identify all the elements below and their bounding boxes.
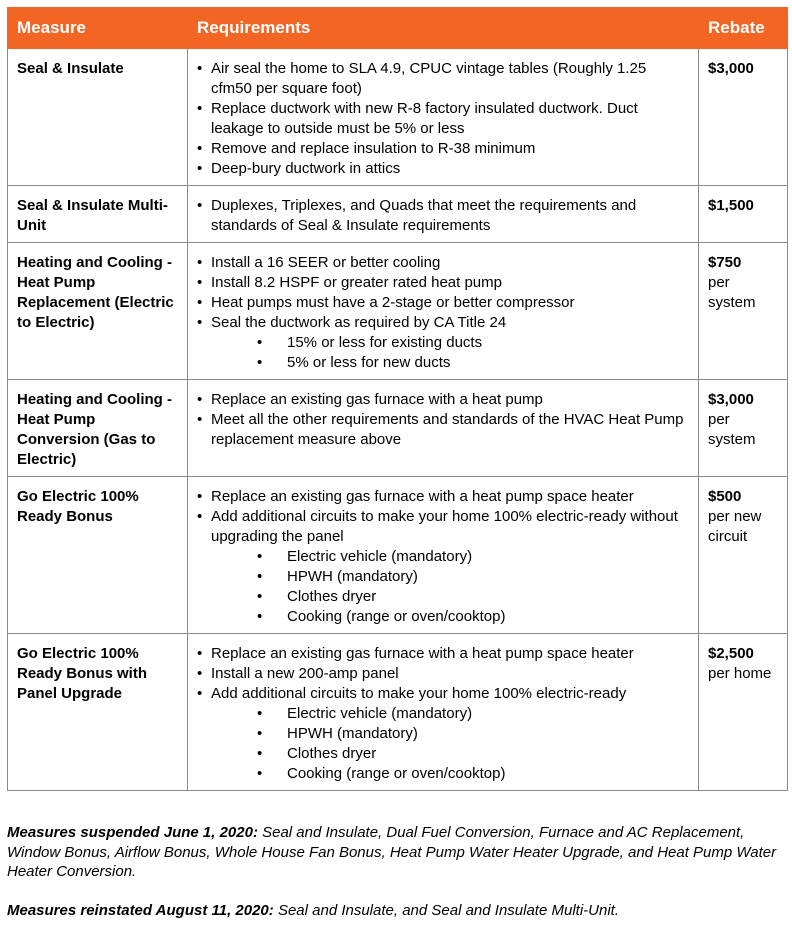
- sub-requirements-list: [211, 704, 689, 784]
- requirement-text: Meet all the other requirements and standards of the HVAC Heat Pump replacement measure above: [211, 411, 684, 448]
- measure-cell: Go Electric 100% Ready Bonus: [8, 477, 188, 634]
- requirements-list: [197, 59, 689, 179]
- table-row: [8, 186, 788, 243]
- rebate-cell: [699, 380, 788, 477]
- table-row: [8, 243, 788, 380]
- requirements-list: [197, 196, 689, 236]
- requirements-cell: [188, 186, 699, 243]
- rebate-amount: $500: [708, 488, 742, 505]
- requirement-item: [197, 196, 689, 236]
- requirement-text: Deep-bury ductwork in attics: [211, 160, 401, 177]
- sub-requirement-item: • Clothes dryer: [211, 744, 689, 764]
- requirement-item: [197, 99, 689, 139]
- requirement-text: Air seal the home to SLA 4.9, CPUC vintage tables (Roughly 1.25 cfm50 per square foot): [211, 60, 647, 97]
- header-rebate: Rebate: [699, 8, 788, 49]
- footnote-text: Seal and Insulate, and Seal and Insulate Multi-Unit.: [273, 901, 619, 919]
- rebate-amount: $1,500: [708, 197, 754, 214]
- footnote-text: Seal and Insulate, Dual Fuel Conversion, Furnace and AC Replacement, Window Bonus, Airflow Bonus, Whole House Fan Bonus, Heat Pump Water Heater Upgrade, and Heat Pump Water Heater Conversion.: [7, 824, 777, 880]
- footnotes: [7, 823, 787, 939]
- measure-cell: Heating and Cooling - Heat Pump Conversion (Gas to Electric): [8, 380, 188, 477]
- requirement-item: [197, 59, 689, 99]
- requirement-text: Remove and replace insulation to R-38 minimum: [211, 140, 536, 157]
- requirement-item: [197, 273, 689, 293]
- sub-requirements-list: [211, 333, 689, 373]
- requirement-item: [197, 253, 689, 273]
- header-measure: Measure: [8, 8, 188, 49]
- requirements-cell: [188, 634, 699, 791]
- footnote-lead: Measures reinstated August 11, 2020:: [7, 901, 274, 919]
- rebate-cell: [699, 186, 788, 243]
- requirement-item: [197, 159, 689, 179]
- requirement-item: [197, 139, 689, 159]
- footnote: [7, 823, 787, 882]
- requirement-item: [197, 313, 689, 373]
- sub-requirement-item: • Electric vehicle (mandatory): [211, 547, 689, 567]
- rebate-cell: [699, 477, 788, 634]
- requirement-item: [197, 644, 689, 664]
- requirements-list: [197, 487, 689, 627]
- requirement-text: Heat pumps must have a 2-stage or better compressor: [211, 294, 575, 311]
- requirement-item: [197, 293, 689, 313]
- rebate-amount: $750: [708, 254, 742, 271]
- measure-cell: Heating and Cooling - Heat Pump Replacement (Electric to Electric): [8, 243, 188, 380]
- rebate-amount: $3,000: [708, 391, 754, 408]
- sub-requirement-item: • HPWH (mandatory): [211, 724, 689, 744]
- requirement-item: [197, 390, 689, 410]
- requirement-text: Replace an existing gas furnace with a heat pump: [211, 391, 543, 408]
- requirements-cell: [188, 243, 699, 380]
- rebate-amount: $2,500: [708, 645, 754, 662]
- sub-requirement-item: • HPWH (mandatory): [211, 567, 689, 587]
- sub-requirement-item: • Electric vehicle (mandatory): [211, 704, 689, 724]
- requirement-item: [197, 410, 689, 450]
- sub-requirement-item: • Cooking (range or oven/cooktop): [211, 764, 689, 784]
- rebate-unit: per home: [708, 665, 772, 682]
- requirement-text: Replace an existing gas furnace with a heat pump space heater: [211, 488, 634, 505]
- rebate-table: [7, 7, 788, 791]
- sub-requirement-item: • Cooking (range or oven/cooktop): [211, 607, 689, 627]
- table-row: [8, 477, 788, 634]
- requirement-item: [197, 684, 689, 784]
- measure-cell: Seal & Insulate: [8, 49, 188, 186]
- sub-requirement-item: • Clothes dryer: [211, 587, 689, 607]
- sub-requirements-list: [211, 547, 689, 627]
- requirements-cell: [188, 380, 699, 477]
- requirement-text: Install a new 200-amp panel: [211, 665, 399, 682]
- requirement-text: Replace an existing gas furnace with a heat pump space heater: [211, 645, 634, 662]
- rebate-cell: [699, 49, 788, 186]
- requirement-item: [197, 487, 689, 507]
- requirement-text: Duplexes, Triplexes, and Quads that meet the requirements and standards of Seal & Insulate requirements: [211, 197, 637, 234]
- measure-cell: Seal & Insulate Multi-Unit: [8, 186, 188, 243]
- footnote: [7, 901, 787, 921]
- requirements-cell: [188, 49, 699, 186]
- requirement-text: Replace ductwork with new R-8 factory insulated ductwork. Duct leakage to outside must be 5% or less: [211, 100, 638, 137]
- sub-requirement-item: • 5% or less for new ducts: [211, 353, 689, 373]
- requirement-text: Seal the ductwork as required by CA Title 24: [211, 314, 507, 331]
- table-row: [8, 634, 788, 791]
- rebate-unit: per new circuit: [708, 508, 762, 545]
- rebate-unit: per system: [708, 274, 756, 311]
- rebate-unit: per system: [708, 411, 756, 448]
- requirement-text: Add additional circuits to make your home 100% electric-ready: [211, 685, 627, 702]
- table-row: [8, 380, 788, 477]
- header-row: [8, 8, 788, 49]
- sub-requirement-item: • 15% or less for existing ducts: [211, 333, 689, 353]
- requirements-list: [197, 390, 689, 450]
- requirement-text: Install 8.2 HSPF or greater rated heat pump: [211, 274, 502, 291]
- rebate-amount: $3,000: [708, 60, 754, 77]
- table-row: [8, 49, 788, 186]
- requirements-cell: [188, 477, 699, 634]
- requirement-text: Add additional circuits to make your home 100% electric-ready without upgrading the panel: [211, 508, 678, 545]
- header-requirements: Requirements: [188, 8, 699, 49]
- requirement-text: Install a 16 SEER or better cooling: [211, 254, 441, 271]
- requirement-item: [197, 507, 689, 627]
- requirements-list: [197, 644, 689, 784]
- measure-cell: Go Electric 100% Ready Bonus with Panel Upgrade: [8, 634, 188, 791]
- requirement-item: [197, 664, 689, 684]
- rebate-cell: [699, 634, 788, 791]
- requirements-list: [197, 253, 689, 373]
- footnote-lead: Measures suspended June 1, 2020:: [7, 824, 258, 841]
- rebate-cell: [699, 243, 788, 380]
